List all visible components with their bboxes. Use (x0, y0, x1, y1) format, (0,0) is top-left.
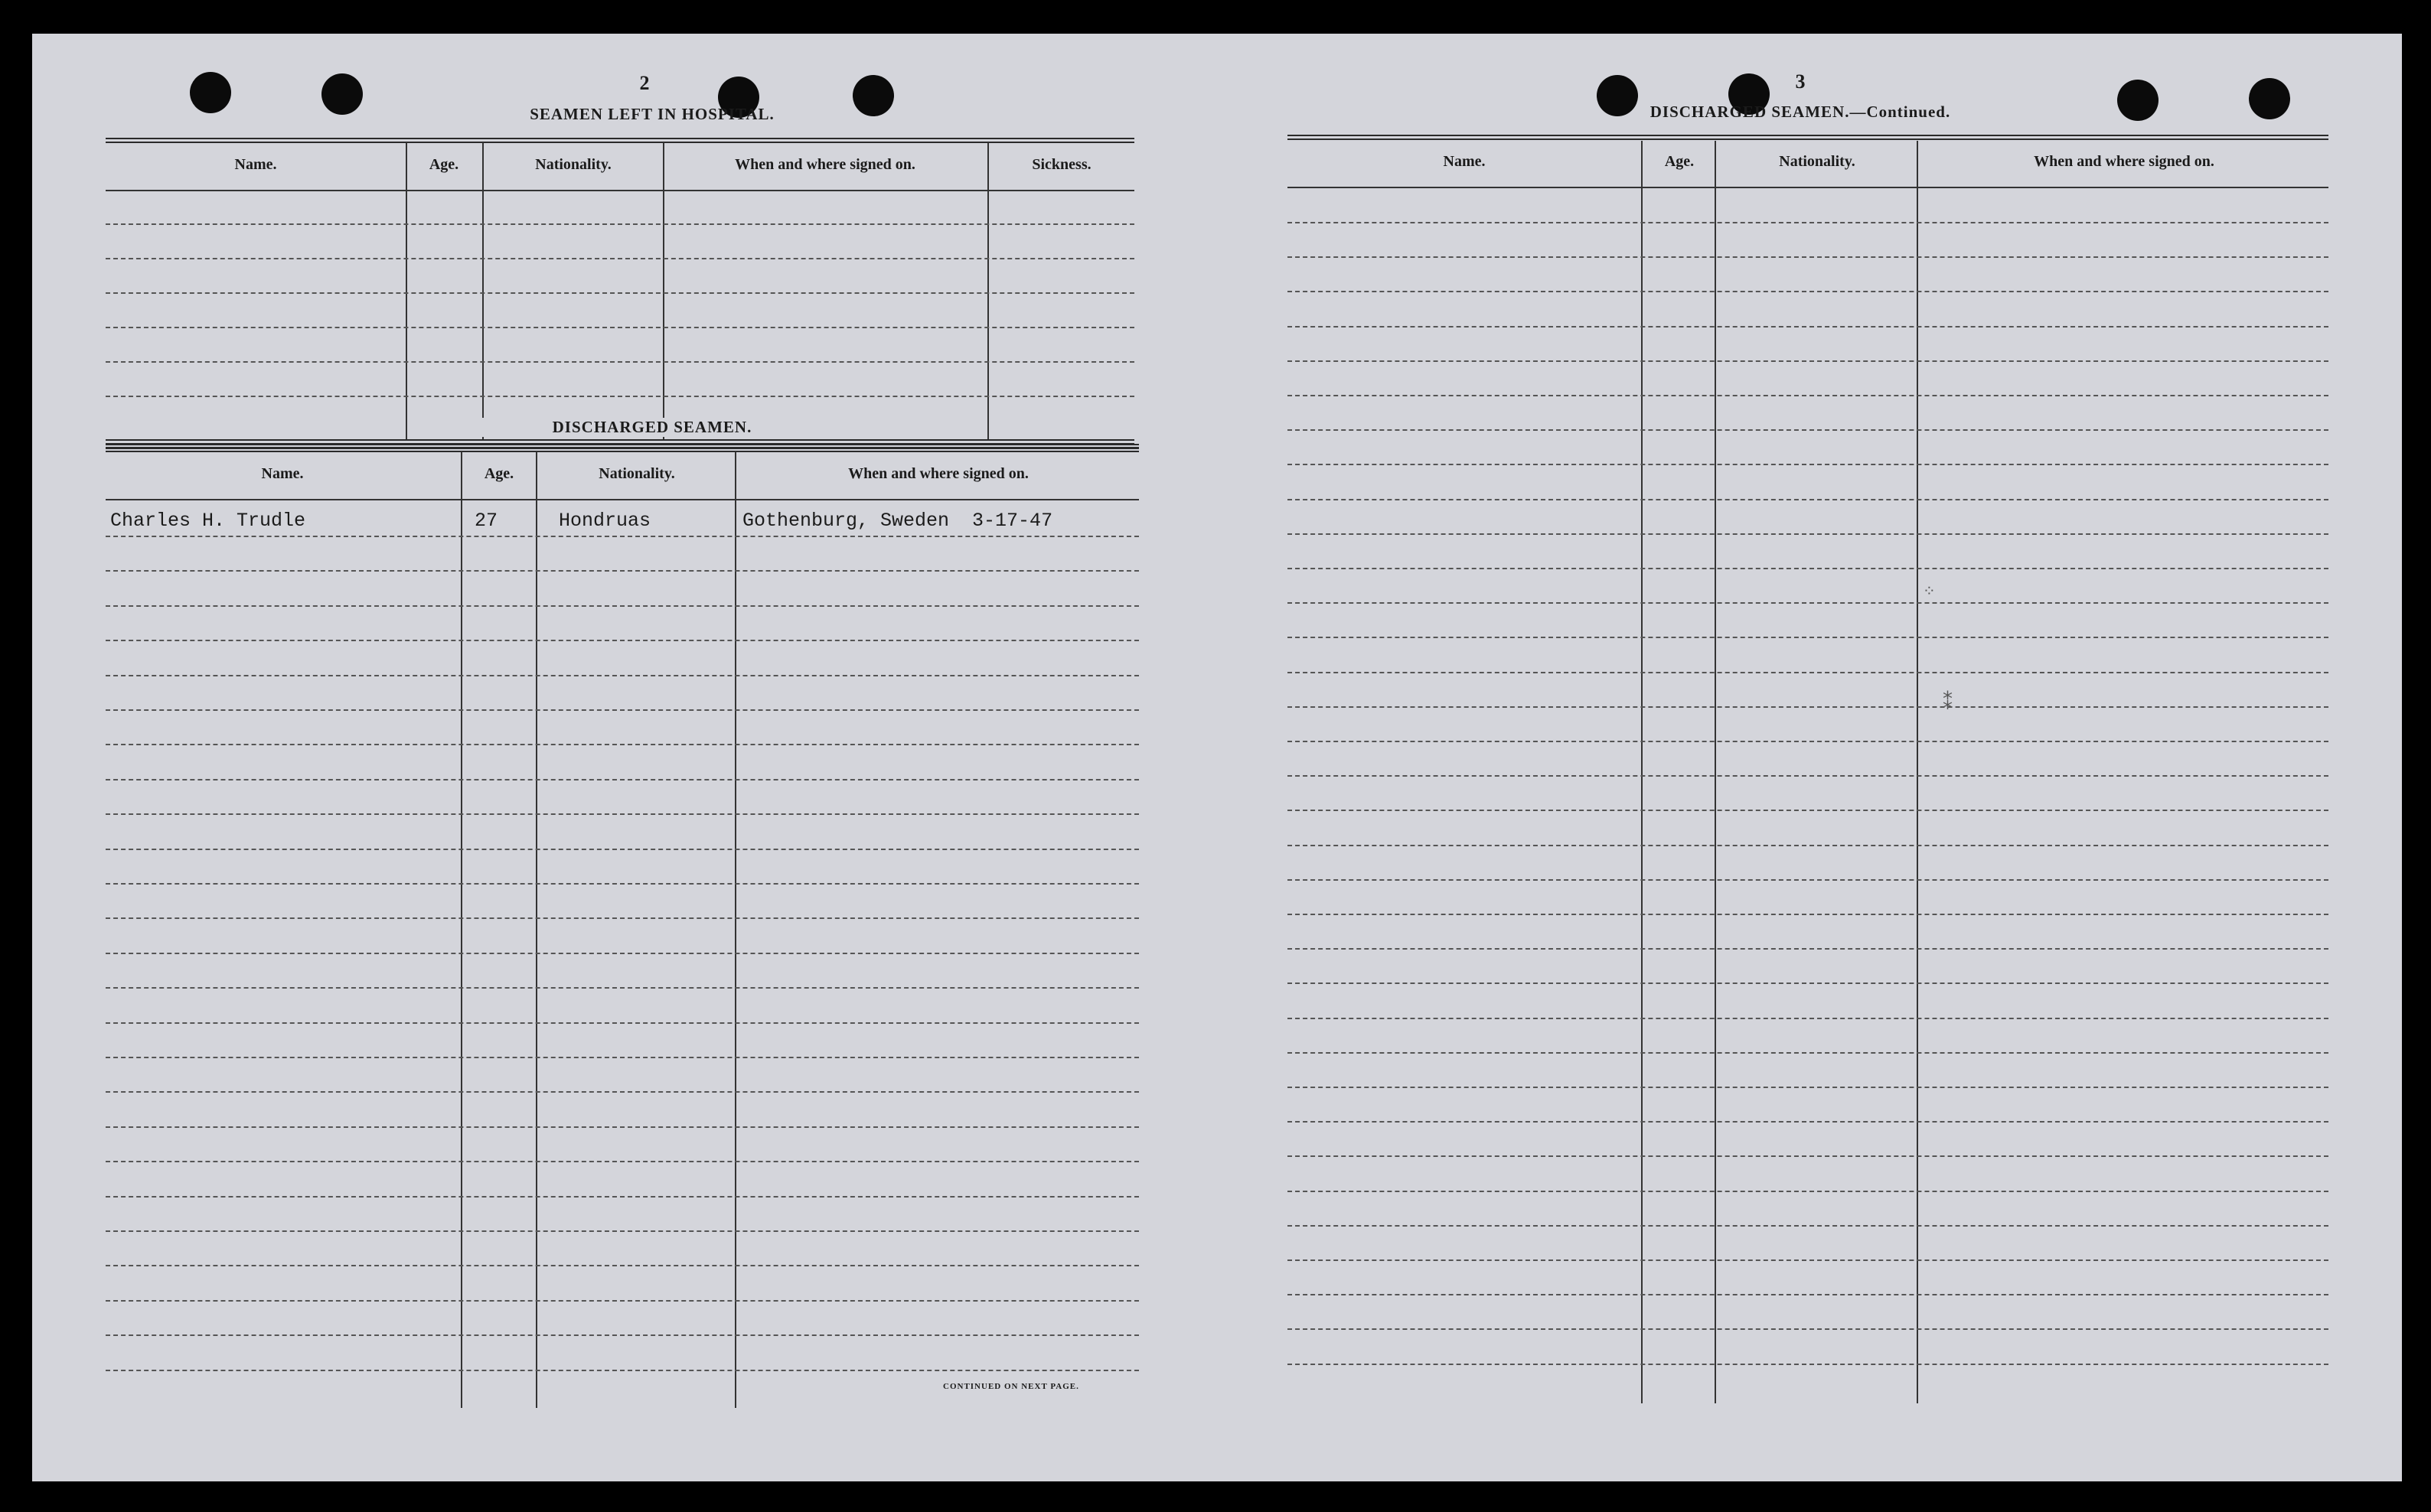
punch-hole (2117, 80, 2159, 121)
ruled-line (1287, 222, 2328, 223)
right-header-rule (1287, 187, 2328, 188)
ruled-line (106, 675, 1139, 676)
ruled-line (1287, 1087, 2328, 1088)
ruled-line (106, 1265, 1139, 1266)
ruled-line (1287, 395, 2328, 396)
ruled-line (106, 953, 1139, 954)
right-col-divider (1715, 141, 1716, 1403)
ruled-line (1287, 948, 2328, 950)
ruled-line (1287, 845, 2328, 846)
ruled-line (106, 1230, 1139, 1232)
ruled-line (106, 1161, 1139, 1162)
ruled-line (106, 292, 1134, 294)
ruled-line (1287, 326, 2328, 327)
document-sheet (32, 34, 2402, 1481)
right-col-signed-on: When and where signed on. (2034, 153, 2214, 170)
ruled-line (106, 1300, 1139, 1302)
ruled-line (1287, 464, 2328, 465)
ruled-line (106, 258, 1134, 259)
discharged-header-rule (106, 499, 1139, 500)
right-col-nationality: Nationality. (1779, 153, 1855, 170)
ruled-line (106, 1370, 1139, 1371)
ruled-line (106, 361, 1134, 363)
ruled-line (1287, 602, 2328, 604)
ruled-line (106, 849, 1139, 850)
ruled-line (106, 396, 1134, 397)
right-table-top-rule (1287, 135, 2328, 140)
ruled-line (106, 223, 1134, 225)
ruled-line (106, 813, 1139, 815)
ruled-line (106, 1091, 1139, 1093)
ink-smudge-mark: ⁑ (1943, 692, 1953, 714)
hospital-table-top-rule (106, 138, 1134, 143)
right-col-age: Age. (1664, 153, 1695, 170)
ruled-line (1287, 914, 2328, 915)
discharged-row-signed-on: Gothenburg, Sweden 3-17-47 (742, 510, 1053, 532)
discharged-col-nationality: Nationality. (599, 465, 675, 482)
discharged-section-title: DISCHARGED SEAMEN. (415, 418, 889, 437)
ruled-line (1287, 568, 2328, 569)
ruled-line (1287, 533, 2328, 535)
discharged-col-name: Name. (261, 465, 304, 482)
ruled-line (106, 570, 1139, 572)
page-number-right: 3 (1795, 70, 1806, 93)
ruled-line (106, 779, 1139, 780)
ruled-line (1287, 1328, 2328, 1330)
ruled-line (1287, 1018, 2328, 1019)
ruled-line (106, 1126, 1139, 1128)
hospital-col-age: Age. (429, 156, 459, 173)
discharged-col-signed-on: When and where signed on. (848, 465, 1029, 482)
ruled-line (1287, 810, 2328, 811)
ruled-line (106, 1022, 1139, 1024)
ruled-line (106, 917, 1139, 919)
ruled-line (1287, 982, 2328, 984)
ruled-line (1287, 1294, 2328, 1295)
punch-hole (190, 72, 231, 113)
hospital-col-signed-on: When and where signed on. (735, 156, 915, 173)
ruled-line (106, 536, 1139, 537)
ruled-line (1287, 706, 2328, 708)
punch-hole (321, 73, 363, 115)
hospital-col-name: Name. (234, 156, 277, 173)
ruled-line (1287, 360, 2328, 362)
ruled-line (1287, 1155, 2328, 1157)
discharged-row-name: Charles H. Trudle (110, 510, 306, 532)
ruled-line (1287, 291, 2328, 292)
ruled-line (1287, 1191, 2328, 1192)
ruled-line (1287, 429, 2328, 431)
hospital-section-title: SEAMEN LEFT IN HOSPITAL. (530, 105, 775, 123)
hospital-col-nationality: Nationality. (535, 156, 612, 173)
right-col-divider (1917, 141, 1918, 1403)
page-number-left: 2 (639, 72, 650, 94)
ruled-line (1287, 499, 2328, 500)
discharged-col-age: Age. (484, 465, 514, 482)
ruled-line (1287, 637, 2328, 638)
right-col-divider (1641, 141, 1643, 1403)
ink-smudge-mark: ⁘ (1923, 583, 1936, 600)
ruled-line (1287, 1225, 2328, 1227)
ruled-line (106, 640, 1139, 641)
hospital-col-sickness: Sickness. (1032, 156, 1092, 173)
right-section-title: DISCHARGED SEAMEN.—Continued. (1649, 103, 1951, 121)
ruled-line (1287, 256, 2328, 258)
ruled-line (106, 744, 1139, 745)
ruled-line (106, 1334, 1139, 1336)
ruled-line (106, 327, 1134, 328)
discharged-table-top-rule-2 (106, 444, 1139, 449)
ruled-line (106, 883, 1139, 885)
ruled-line (1287, 1052, 2328, 1054)
hospital-header-rule (106, 190, 1134, 191)
ruled-line (1287, 741, 2328, 742)
punch-hole (2249, 78, 2290, 119)
ruled-line (106, 987, 1139, 989)
ruled-line (106, 1196, 1139, 1198)
ruled-line (106, 1057, 1139, 1058)
ruled-line (1287, 879, 2328, 881)
continued-footer: CONTINUED ON NEXT PAGE. (943, 1382, 1079, 1391)
ruled-line (1287, 1259, 2328, 1261)
ruled-line (1287, 672, 2328, 673)
discharged-row-age: 27 (475, 510, 498, 532)
right-col-name: Name. (1443, 153, 1486, 170)
ruled-line (1287, 1364, 2328, 1365)
ruled-line (106, 605, 1139, 607)
ruled-line (1287, 1121, 2328, 1123)
ruled-line (106, 709, 1139, 711)
ruled-line (1287, 775, 2328, 777)
discharged-row-nationality: Hondruas (559, 510, 651, 532)
